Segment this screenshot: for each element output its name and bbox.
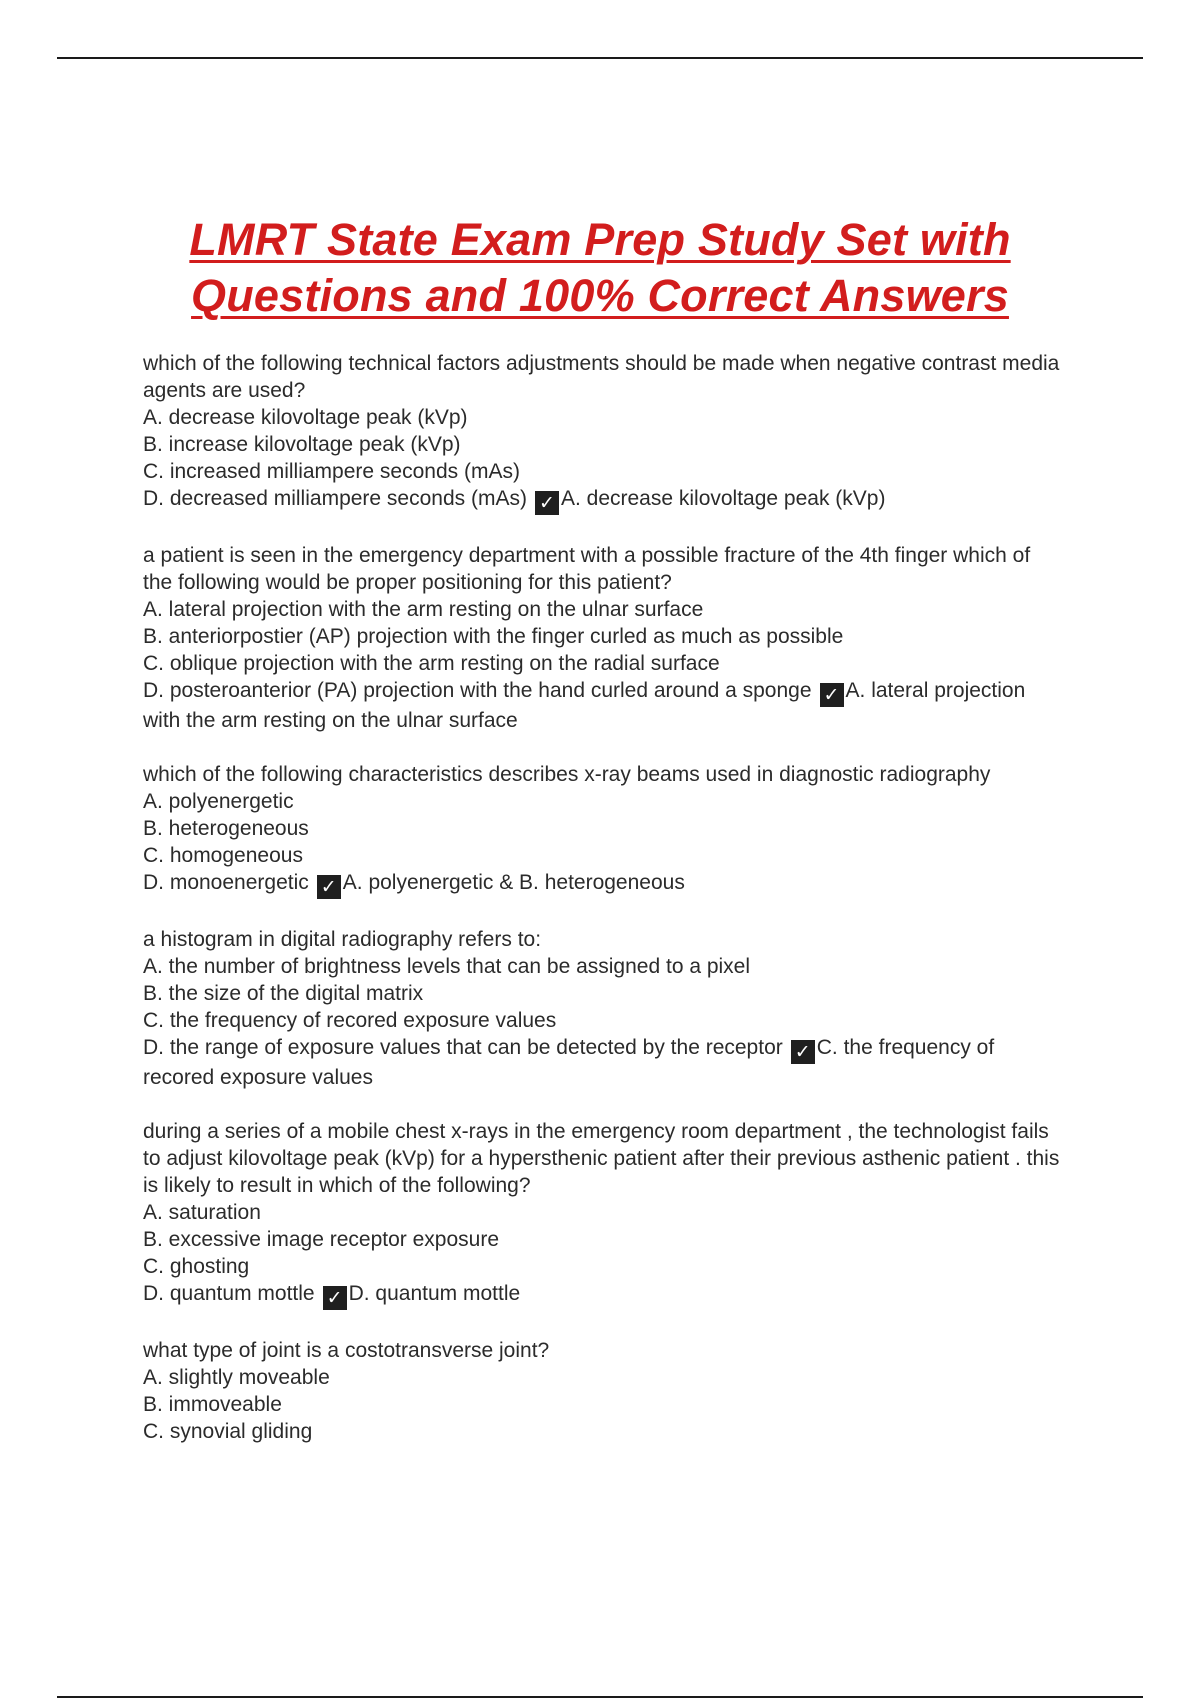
checkmark-icon: ✓ [791,1040,815,1064]
option-d: D. the range of exposure values that can be detected by the receptor [143,1036,783,1059]
question-stem: during a series of a mobile chest x-rays in the emergency room department , the technologist fails to adjust kilovoltage peak (kVp) for a hypersthenic patient after their previous asthenic patient . this is likely to result in which of the following? [143,1120,1060,1197]
option-a: A. lateral projection with the arm resting on the ulnar surface [143,598,704,621]
checkmark-icon: ✓ [317,875,341,899]
option-d: D. monoenergetic [143,871,309,894]
correct-answer: A. lateral projection with the arm resting on the ulnar surface [143,679,1026,732]
option-c: C. the frequency of recored exposure values [143,1009,557,1032]
option-d-with-answer [143,677,1063,734]
correct-answer: D. quantum mottle [348,1282,521,1305]
title-line-2: Questions and 100% Correct Answers [191,270,1009,321]
question-stem: a histogram in digital radiography refers to: [143,928,542,951]
checkmark-icon: ✓ [535,491,559,515]
option-a: A. polyenergetic [143,790,294,813]
option-c: C. oblique projection with the arm resting on the radial surface [143,652,720,675]
correct-answer: C. the frequency of recored exposure values [143,1036,995,1089]
option-d: D. decreased milliampere seconds (mAs) [143,487,527,510]
option-d-with-answer [143,1034,1063,1091]
question-stem: which of the following characteristics describes x-ray beams used in diagnostic radiography [143,763,991,786]
correct-answer: A. polyenergetic & B. heterogeneous [342,871,685,894]
option-c: C. ghosting [143,1255,250,1278]
option-b: B. immoveable [143,1393,282,1416]
question-block [143,761,1063,899]
top-rule [57,57,1143,59]
option-d-with-answer [143,485,1063,515]
option-b: B. excessive image receptor exposure [143,1228,500,1251]
question-stem: what type of joint is a costotransverse joint? [143,1339,550,1362]
question-stem: which of the following technical factors adjustments should be made when negative contrast media agents are used? [143,352,1060,402]
option-b: B. anteriorpostier (AP) projection with the finger curled as much as possible [143,625,844,648]
option-a: A. slightly moveable [143,1366,330,1389]
question-block [143,926,1063,1091]
option-d-with-answer [143,1280,1063,1310]
option-a: A. saturation [143,1201,261,1224]
checkmark-icon: ✓ [323,1286,347,1310]
option-c: C. synovial gliding [143,1420,313,1443]
option-d: D. posteroanterior (PA) projection with the hand curled around a sponge [143,679,812,702]
question-block-final [143,1337,1063,1445]
option-b: B. the size of the digital matrix [143,982,424,1005]
option-c: C. homogeneous [143,844,303,867]
question-list [143,350,1063,1472]
option-a: A. the number of brightness levels that can be assigned to a pixel [143,955,751,978]
question-block [143,350,1063,515]
option-a: A. decrease kilovoltage peak (kVp) [143,406,468,429]
question-stem: a patient is seen in the emergency department with a possible fracture of the 4th finger which of the following would be proper positioning for this patient? [143,544,1031,594]
option-b: B. increase kilovoltage peak (kVp) [143,433,461,456]
option-b: B. heterogeneous [143,817,309,840]
question-block [143,1118,1063,1310]
title-line-1: LMRT State Exam Prep Study Set with [189,214,1011,265]
checkmark-icon: ✓ [820,683,844,707]
option-d-with-answer [143,869,1063,899]
option-c: C. increased milliampere seconds (mAs) [143,460,520,483]
correct-answer: A. decrease kilovoltage peak (kVp) [560,487,886,510]
document-title [0,212,1200,324]
bottom-rule [57,1696,1143,1698]
option-d: D. quantum mottle [143,1282,315,1305]
question-block [143,542,1063,734]
